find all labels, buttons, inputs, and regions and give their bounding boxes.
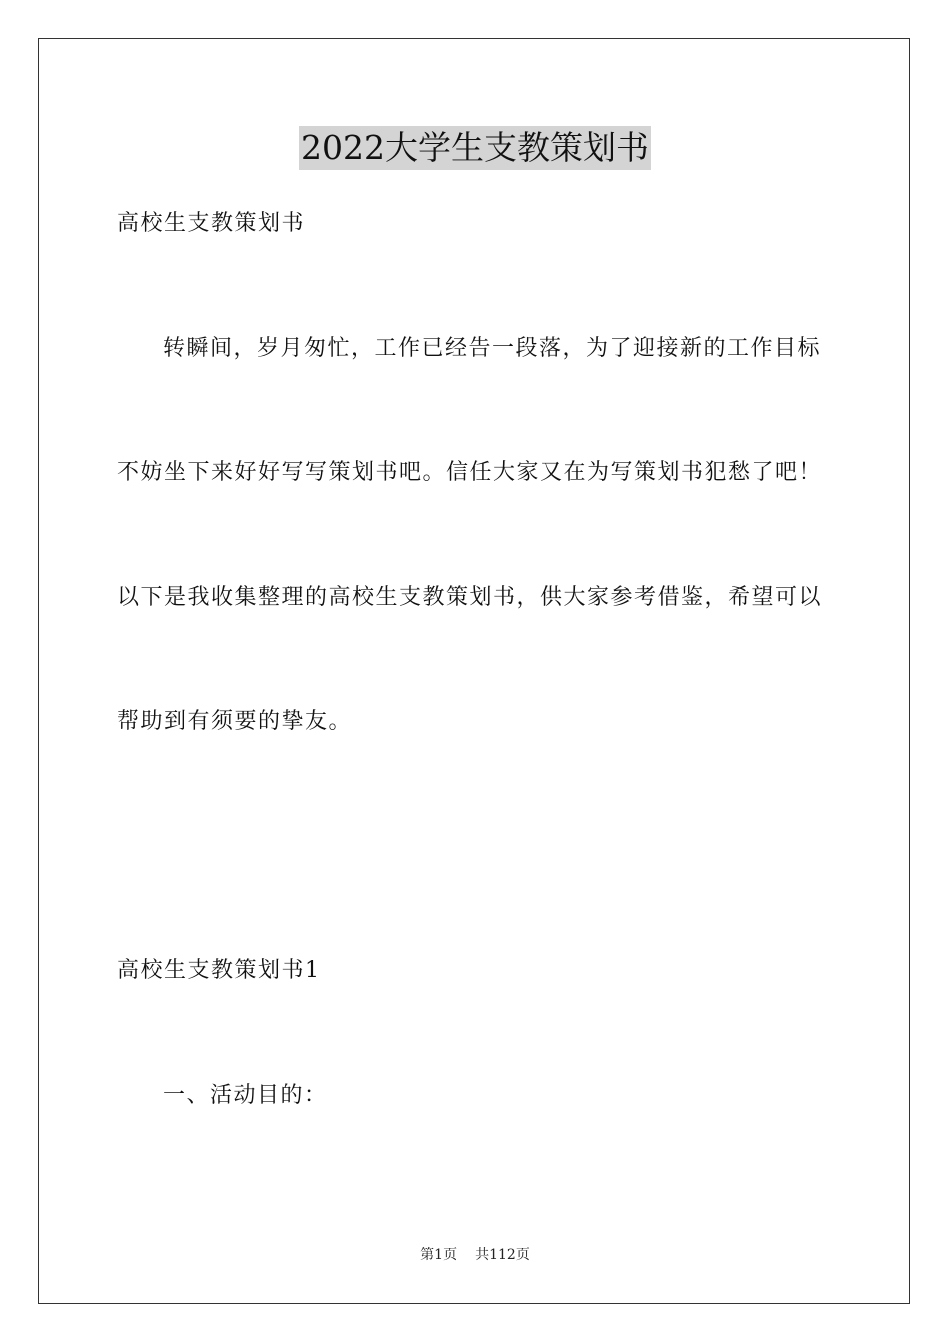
intro-line-3: 以下是我收集整理的高校生支教策划书，供大家参考借鉴，希望可以: [117, 585, 823, 610]
page-total: 共112页: [475, 1247, 530, 1263]
intro-line-4: 帮助到有须要的挚友。: [117, 709, 353, 734]
page-footer: [0, 1245, 950, 1265]
item-heading: 一、活动目的：: [163, 1083, 328, 1108]
intro-line-2: 不妨坐下来好好写写策划书吧。信任大家又在为写策划书犯愁了吧！: [117, 460, 823, 485]
page-number: 第1页: [420, 1247, 458, 1263]
title-container: [0, 126, 950, 170]
document-title: 2022大学生支教策划书: [299, 126, 651, 170]
section-title: 高校生支教策划书1: [117, 958, 321, 983]
intro-line-1: 转瞬间，岁月匆忙，工作已经告一段落，为了迎接新的工作目标: [163, 336, 822, 361]
document-subtitle: 高校生支教策划书: [117, 211, 306, 236]
